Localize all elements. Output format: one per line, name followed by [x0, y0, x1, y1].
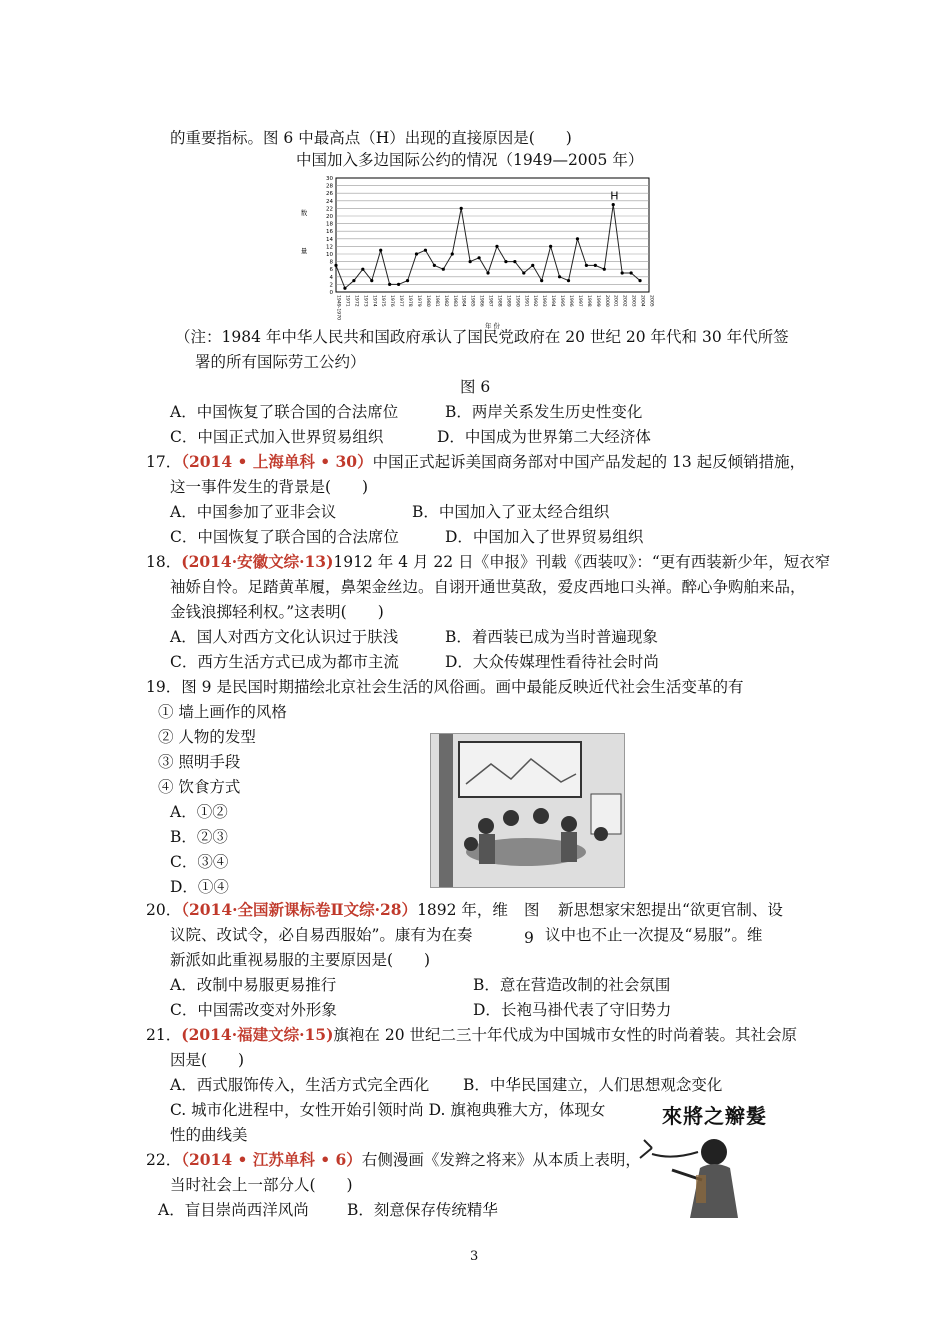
- x-tick-label: 1981: [433, 295, 439, 307]
- data-point: [469, 260, 472, 263]
- q17-option-d[interactable]: D．中国加入了世界贸易组织: [445, 528, 644, 546]
- x-tick-label: 1988: [496, 295, 502, 307]
- chart-note-line-2: 署的所有国际劳工公约）: [195, 353, 366, 371]
- data-point: [567, 279, 570, 282]
- data-point: [460, 207, 463, 210]
- figure-9-caption-1: 图: [524, 901, 540, 919]
- x-tick-label: 1995: [559, 295, 565, 307]
- y-tick-label: 24: [326, 198, 333, 205]
- x-tick-label: 2002: [621, 295, 627, 307]
- x-tick-label: 1984: [460, 295, 466, 307]
- data-point: [585, 264, 588, 267]
- y-tick-label: 22: [326, 206, 333, 213]
- q16-option-a[interactable]: A．中国恢复了联合国的合法席位: [170, 403, 399, 421]
- q16-option-c[interactable]: C．中国正式加入世界贸易组织: [170, 428, 384, 446]
- peak-label-h: H: [610, 189, 619, 203]
- q21-option-d-cont[interactable]: 性的曲线美: [170, 1126, 248, 1144]
- x-tick-label: 1994: [550, 295, 556, 307]
- q22-text: 右侧漫画《发辫之将来》从本质上表明，: [361, 1151, 641, 1169]
- data-point: [370, 279, 373, 282]
- q20-stem-line-1a: [146, 900, 508, 920]
- x-axis-label: 年 份: [484, 322, 501, 330]
- y-tick-label: 10: [326, 252, 333, 258]
- x-tick-label: 2000: [603, 295, 609, 307]
- figure-6-caption: 图 6: [460, 378, 491, 396]
- data-point: [415, 252, 418, 255]
- data-point: [621, 271, 624, 274]
- q20-option-b[interactable]: B．意在营造改制的社会氛围: [473, 976, 671, 994]
- x-tick-label: 1972: [353, 295, 359, 307]
- q22-number: 22．: [146, 1151, 182, 1169]
- data-point: [558, 275, 561, 278]
- q20-option-c[interactable]: C．中国需改变对外形象: [170, 1001, 337, 1019]
- q18-source: (2014·安徽文综·13): [181, 552, 334, 571]
- q17-option-b[interactable]: B．中国加入了亚太经合组织: [412, 503, 610, 521]
- q18-option-a[interactable]: A．国人对西方文化认识过于肤浅: [170, 628, 399, 646]
- chart-title: 中国加入多边国际公约的情况（1949—2005 年）: [296, 151, 644, 169]
- y-tick-label: 6: [329, 267, 333, 274]
- page-number: 3: [470, 1249, 479, 1264]
- q17-option-c[interactable]: C．中国恢复了联合国的合法席位: [170, 528, 399, 546]
- x-tick-label: 1986: [478, 295, 484, 307]
- q18-number: 18．: [146, 553, 182, 571]
- x-tick-label: 1987: [487, 295, 493, 307]
- q19-option-a[interactable]: A．①②: [170, 803, 228, 821]
- q20-number: 20．: [146, 901, 182, 919]
- q21-source: (2014·福建文综·15): [181, 1025, 334, 1044]
- x-tick-label: 1980: [424, 295, 430, 307]
- y-tick-label: 20: [326, 214, 333, 220]
- y-tick-label: 4: [329, 274, 333, 281]
- q21-option-b[interactable]: B．中华民国建立，人们思想观念变化: [463, 1076, 723, 1094]
- q21-number: 21．: [146, 1026, 182, 1044]
- q19-item-1: ① 墙上画作的风格: [158, 703, 287, 721]
- q18-text: 1912 年 4 月 22 日《申报》刊载《西装叹》：“更有西装新少年，短衣窄: [333, 553, 831, 571]
- q18-option-c[interactable]: C．西方生活方式已成为都市主流: [170, 653, 399, 671]
- q21-option-c[interactable]: [170, 1100, 605, 1120]
- data-point: [638, 279, 641, 282]
- x-tick-label: 1999: [594, 295, 600, 307]
- q19-item-3: ③ 照明手段: [158, 753, 241, 771]
- data-point: [576, 237, 579, 240]
- x-tick-label: 1971: [344, 295, 350, 307]
- data-point: [406, 279, 409, 282]
- q19-stem: 19．图 9 是民国时期描绘北京社会生活的风俗画。画中最能反映近代社会生活变革的有: [146, 678, 744, 696]
- q19-item-2: ② 人物的发型: [158, 728, 256, 746]
- intro-line: 的重要指标。图 6 中最高点（H）出现的直接原因是( ): [170, 129, 572, 147]
- q18-stem-line-1: [146, 552, 830, 572]
- y-axis-label-2: 量: [300, 247, 308, 255]
- q22-option-a[interactable]: A．盲目崇尚西洋风尚: [158, 1201, 309, 1219]
- data-point: [522, 271, 525, 274]
- queue-cartoon: [632, 1100, 797, 1220]
- q21-option-c-text: C. 城市化进程中，女性开始引领时尚: [170, 1101, 424, 1119]
- x-tick-label: 1996: [568, 295, 574, 307]
- q20-stem-line-2b: 议中也不止一次提及“易服”。维: [545, 926, 763, 944]
- x-tick-label: 1949-1970: [335, 295, 341, 321]
- x-tick-label: 2001: [612, 295, 618, 307]
- q18-option-b[interactable]: B．着西装已成为当时普遍现象: [445, 628, 658, 646]
- cartoon-title: 來將之辮髮: [662, 1104, 767, 1128]
- plot-frame: [336, 178, 649, 292]
- q18-stem-line-2: 袖娇自怜。足踏黄革履，鼻架金丝边。自诩开通世莫敌，爱皮西地口头禅。醉心争购舶来品，: [170, 578, 806, 596]
- q17-option-a[interactable]: A．中国参加了亚非会议: [170, 503, 337, 521]
- data-point: [477, 256, 480, 259]
- data-point: [388, 283, 391, 286]
- x-tick-label: 1997: [576, 295, 582, 307]
- x-tick-label: 1983: [451, 295, 457, 307]
- q16-option-d[interactable]: D．中国成为世界第二大经济体: [437, 428, 651, 446]
- q21-stem-line-1: [146, 1025, 797, 1045]
- y-tick-label: 18: [326, 221, 333, 228]
- q20-option-d[interactable]: D．长袍马褂代表了守旧势力: [473, 1001, 672, 1019]
- genre-painting-image: [431, 734, 624, 887]
- q17-stem-line-1: [146, 452, 805, 472]
- figure-9-caption-2: 9: [524, 929, 534, 947]
- line-chart: [296, 170, 656, 330]
- y-tick-label: 8: [329, 259, 333, 266]
- data-point: [504, 260, 507, 263]
- y-tick-label: 30: [326, 176, 333, 182]
- q17-text: 中国正式起诉美国商务部对中国产品发起的 13 起反倾销措施，: [372, 453, 806, 471]
- x-tick-label: 2005: [648, 295, 654, 307]
- q20-stem-line-2a: 议院、改试令，必自易西服始”。康有为在奏: [170, 926, 473, 944]
- q19-option-d[interactable]: D．①④: [170, 878, 229, 896]
- q21-option-d-text: D. 旗袍典雅大方，体现女: [428, 1101, 606, 1119]
- data-point: [451, 252, 454, 255]
- x-tick-label: 1975: [380, 295, 386, 307]
- data-point: [540, 279, 543, 282]
- x-tick-label: 1976: [389, 295, 395, 307]
- cartoon-drawing: [632, 1100, 797, 1220]
- y-tick-label: 16: [326, 229, 333, 236]
- q20-source: （2014·全国新课标卷Ⅱ文综·28）: [181, 900, 418, 919]
- figure-9-painting: [430, 733, 625, 888]
- q19-item-4: ④ 饮食方式: [158, 778, 241, 796]
- data-point: [361, 268, 364, 271]
- data-point: [334, 264, 337, 267]
- q22-stem-line-1: [146, 1150, 641, 1170]
- data-point: [379, 249, 382, 252]
- x-tick-label: 2004: [639, 295, 645, 307]
- x-tick-label: 1989: [505, 295, 511, 307]
- q21-stem-line-2: 因是( ): [170, 1051, 245, 1069]
- x-tick-label: 1973: [362, 295, 368, 307]
- q18-stem-line-3: 金钱浪掷轻利权。”这表明( ): [170, 603, 384, 621]
- data-point: [513, 260, 516, 263]
- x-tick-label: 1991: [523, 295, 529, 307]
- y-tick-label: 14: [326, 236, 333, 243]
- q20-option-a[interactable]: A．改制中易服更易推行: [170, 976, 337, 994]
- data-point: [612, 203, 615, 206]
- data-point: [424, 249, 427, 252]
- q16-option-b[interactable]: B．两岸关系发生历史性变化: [445, 403, 643, 421]
- x-tick-label: 1982: [442, 295, 448, 307]
- data-point: [352, 279, 355, 282]
- y-tick-label: 26: [326, 191, 333, 198]
- data-point: [594, 264, 597, 267]
- q19-option-c[interactable]: C．③④: [170, 853, 229, 871]
- q22-source: （2014 • 江苏单科 • 6）: [181, 1150, 362, 1169]
- q19-option-b[interactable]: B．②③: [170, 828, 228, 846]
- y-axis-label-1: 数: [300, 209, 308, 217]
- q18-option-d[interactable]: D．大众传媒理性看待社会时尚: [445, 653, 659, 671]
- q20-stem-line-3: 新派如此重视易服的主要原因是( ): [170, 951, 431, 969]
- x-tick-label: 1978: [407, 295, 413, 307]
- x-tick-label: 1993: [541, 295, 547, 307]
- x-tick-label: 1974: [371, 295, 377, 307]
- data-point: [442, 268, 445, 271]
- q22-option-b[interactable]: B．刻意保存传统精华: [347, 1201, 498, 1219]
- q20-stem-line-1b: 新思想家宋恕提出“欲更官制、设: [558, 901, 783, 919]
- data-point: [549, 245, 552, 248]
- x-tick-label: 1985: [469, 295, 475, 307]
- q21-option-a[interactable]: A．西式服饰传入，生活方式完全西化: [170, 1076, 430, 1094]
- q17-source: （2014 • 上海单科 • 30）: [181, 452, 373, 471]
- data-point: [397, 283, 400, 286]
- data-point: [433, 264, 436, 267]
- x-tick-label: 2003: [630, 295, 636, 307]
- data-point: [486, 271, 489, 274]
- x-tick-label: 1992: [532, 295, 538, 307]
- data-point: [343, 287, 346, 290]
- data-point: [603, 268, 606, 271]
- y-tick-label: 28: [326, 183, 333, 190]
- q17-stem-line-2: 这一事件发生的背景是( ): [170, 478, 369, 496]
- data-point: [630, 271, 633, 274]
- x-tick-label: 1998: [585, 295, 591, 307]
- x-tick-label: 1977: [398, 295, 404, 307]
- y-tick-label: 12: [326, 244, 333, 251]
- data-point: [495, 245, 498, 248]
- y-tick-label: 0: [329, 290, 333, 296]
- x-tick-label: 1979: [415, 295, 421, 307]
- data-point: [531, 264, 534, 267]
- q21-text: 旗袍在 20 世纪二三十年代成为中国城市女性的时尚着装。其社会原: [333, 1026, 797, 1044]
- q17-number: 17．: [146, 453, 182, 471]
- q22-stem-line-2: 当时社会上一部分人( ): [170, 1176, 353, 1194]
- y-tick-label: 2: [329, 282, 333, 289]
- chart-note-line-1: （注：1984 年中华人民共和国政府承认了国民党政府在 20 世纪 20 年代和 30 年代所签: [175, 328, 789, 346]
- q20-text-1a: 1892 年，维: [417, 901, 508, 919]
- x-tick-label: 1990: [514, 295, 520, 307]
